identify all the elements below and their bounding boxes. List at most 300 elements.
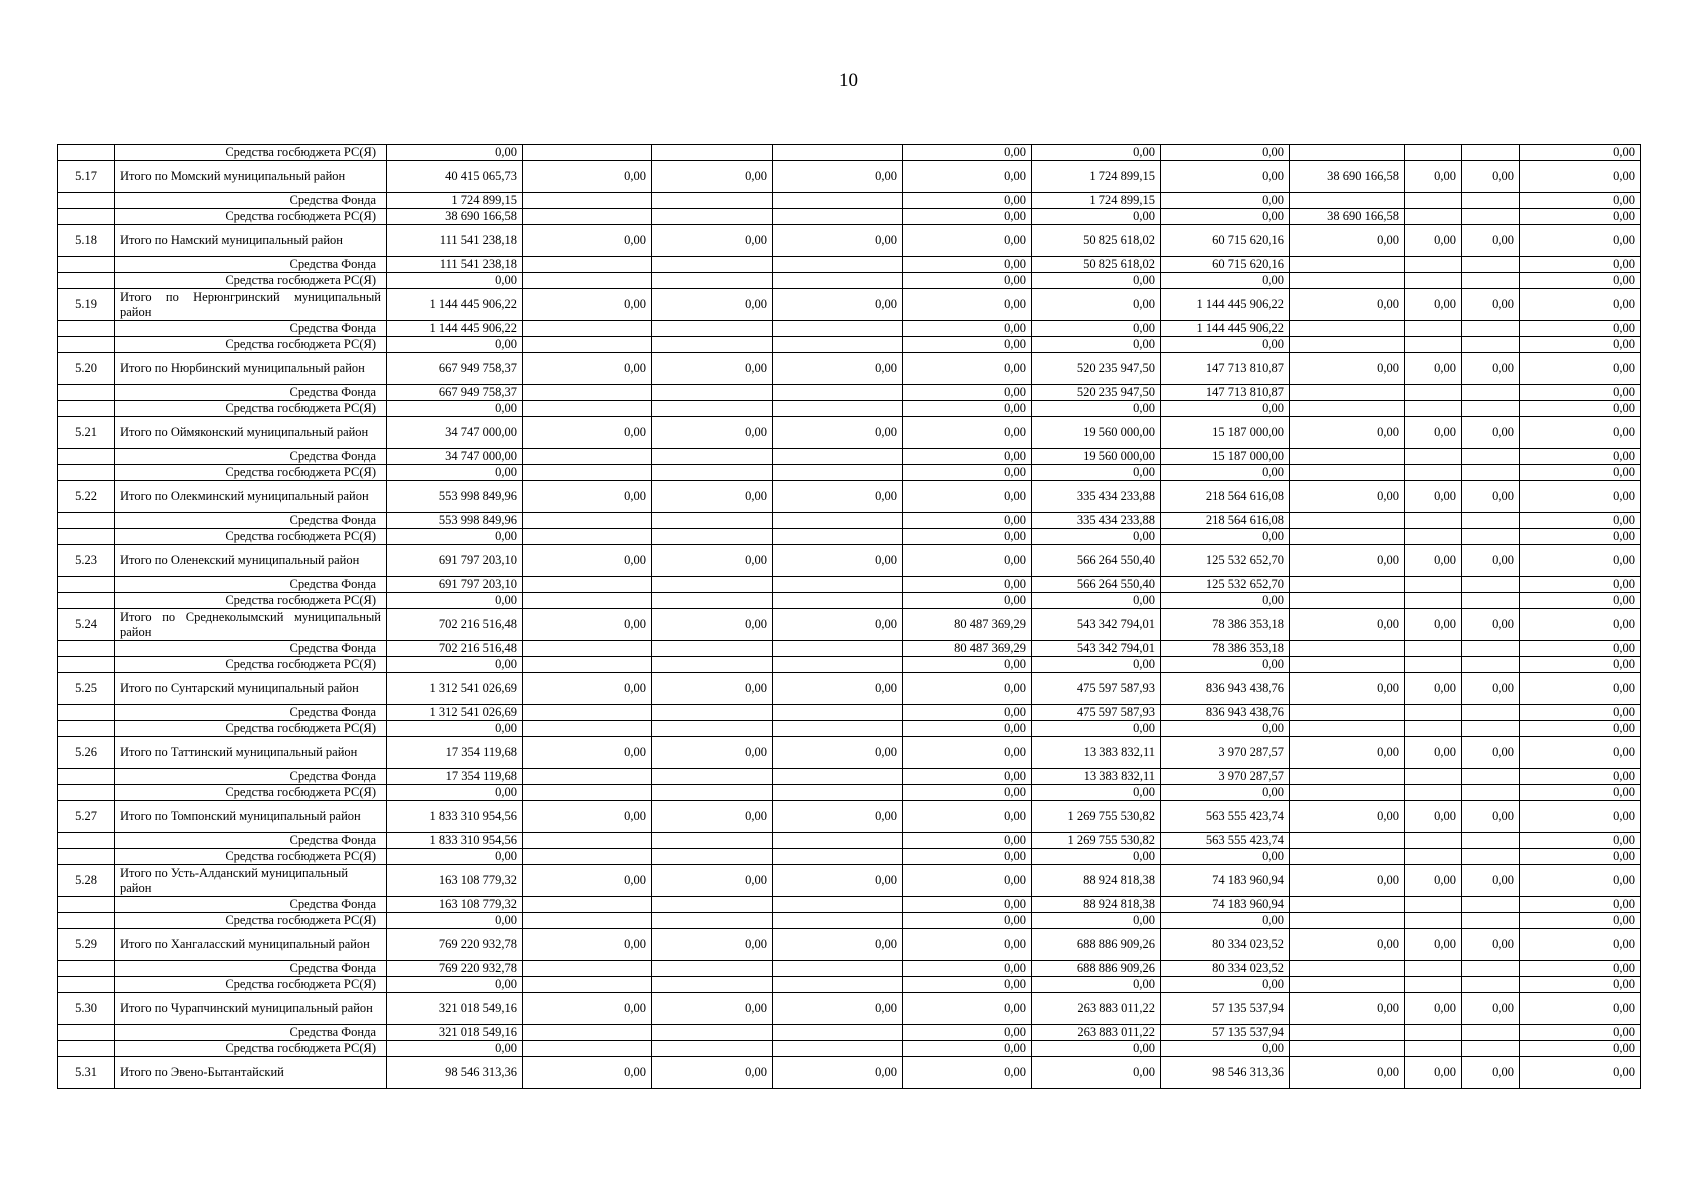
- row-number: [58, 513, 115, 529]
- table-row: [58, 481, 1641, 513]
- value-cell: [523, 1025, 652, 1041]
- value-cell: 0,00: [1032, 289, 1161, 321]
- funding-source-label: Средства госбюджета РС(Я): [115, 785, 387, 801]
- row-number: 5.25: [58, 673, 115, 705]
- value-cell: 0,00: [523, 289, 652, 321]
- table-subrow: [58, 657, 1641, 673]
- value-cell: 769 220 932,78: [387, 961, 523, 977]
- value-cell: 13 383 832,11: [1032, 769, 1161, 785]
- value-cell: 0,00: [387, 337, 523, 353]
- value-cell: 0,00: [1520, 145, 1641, 161]
- table-subrow: [58, 513, 1641, 529]
- value-cell: [1462, 145, 1520, 161]
- value-cell: 0,00: [1520, 225, 1641, 257]
- value-cell: [1290, 385, 1405, 401]
- value-cell: 0,00: [1290, 353, 1405, 385]
- value-cell: [1462, 849, 1520, 865]
- value-cell: 74 183 960,94: [1161, 865, 1290, 897]
- value-cell: [1405, 209, 1462, 225]
- value-cell: 0,00: [903, 913, 1032, 929]
- table-subrow: [58, 721, 1641, 737]
- value-cell: 563 555 423,74: [1161, 801, 1290, 833]
- value-cell: 0,00: [903, 273, 1032, 289]
- value-cell: 0,00: [903, 993, 1032, 1025]
- value-cell: [773, 273, 903, 289]
- value-cell: 475 597 587,93: [1032, 705, 1161, 721]
- value-cell: [1462, 401, 1520, 417]
- value-cell: 0,00: [387, 145, 523, 161]
- value-cell: 40 415 065,73: [387, 161, 523, 193]
- row-number: 5.30: [58, 993, 115, 1025]
- value-cell: 0,00: [903, 1057, 1032, 1089]
- value-cell: [652, 961, 773, 977]
- value-cell: [1405, 641, 1462, 657]
- value-cell: [1290, 577, 1405, 593]
- value-cell: [1405, 785, 1462, 801]
- value-cell: 0,00: [1520, 929, 1641, 961]
- value-cell: 0,00: [1462, 289, 1520, 321]
- value-cell: 0,00: [903, 209, 1032, 225]
- value-cell: 78 386 353,18: [1161, 641, 1290, 657]
- value-cell: [523, 657, 652, 673]
- value-cell: 263 883 011,22: [1032, 1025, 1161, 1041]
- value-cell: 125 532 652,70: [1161, 577, 1290, 593]
- value-cell: [1405, 193, 1462, 209]
- value-cell: 88 924 818,38: [1032, 897, 1161, 913]
- row-number: [58, 321, 115, 337]
- value-cell: 0,00: [387, 657, 523, 673]
- value-cell: [773, 897, 903, 913]
- value-cell: 563 555 423,74: [1161, 833, 1290, 849]
- value-cell: 0,00: [1462, 1057, 1520, 1089]
- value-cell: [1405, 913, 1462, 929]
- value-cell: [1462, 321, 1520, 337]
- funding-source-label: Средства госбюджета РС(Я): [115, 401, 387, 417]
- value-cell: [523, 961, 652, 977]
- value-cell: 19 560 000,00: [1032, 449, 1161, 465]
- value-cell: 80 334 023,52: [1161, 929, 1290, 961]
- value-cell: [523, 785, 652, 801]
- value-cell: 0,00: [1520, 577, 1641, 593]
- value-cell: 0,00: [1290, 225, 1405, 257]
- value-cell: 0,00: [1032, 977, 1161, 993]
- value-cell: [1405, 977, 1462, 993]
- value-cell: [773, 705, 903, 721]
- row-number: 5.20: [58, 353, 115, 385]
- table-row: [58, 609, 1641, 641]
- value-cell: 1 312 541 026,69: [387, 673, 523, 705]
- value-cell: 0,00: [773, 993, 903, 1025]
- table-subrow: [58, 209, 1641, 225]
- value-cell: [1290, 337, 1405, 353]
- table-row: [58, 289, 1641, 321]
- value-cell: [1462, 705, 1520, 721]
- value-cell: [523, 705, 652, 721]
- value-cell: [523, 513, 652, 529]
- row-number: [58, 769, 115, 785]
- value-cell: 0,00: [387, 977, 523, 993]
- value-cell: 0,00: [1520, 593, 1641, 609]
- value-cell: 0,00: [1520, 657, 1641, 673]
- value-cell: 688 886 909,26: [1032, 961, 1161, 977]
- value-cell: [652, 833, 773, 849]
- value-cell: [1462, 257, 1520, 273]
- row-number: [58, 273, 115, 289]
- value-cell: 0,00: [903, 353, 1032, 385]
- value-cell: 0,00: [1290, 929, 1405, 961]
- value-cell: [652, 641, 773, 657]
- value-cell: 0,00: [1520, 849, 1641, 865]
- row-number: [58, 1041, 115, 1057]
- value-cell: 111 541 238,18: [387, 257, 523, 273]
- row-number: [58, 961, 115, 977]
- value-cell: [773, 657, 903, 673]
- value-cell: 1 833 310 954,56: [387, 833, 523, 849]
- value-cell: 0,00: [1032, 321, 1161, 337]
- value-cell: [1405, 385, 1462, 401]
- table-subrow: [58, 385, 1641, 401]
- value-cell: [523, 257, 652, 273]
- value-cell: 1 724 899,15: [1032, 161, 1161, 193]
- value-cell: 50 825 618,02: [1032, 257, 1161, 273]
- district-name: Итого по Нюрбинский муниципальный район: [115, 353, 387, 385]
- value-cell: 0,00: [1032, 657, 1161, 673]
- value-cell: 80 487 369,29: [903, 609, 1032, 641]
- value-cell: [773, 513, 903, 529]
- value-cell: 0,00: [523, 353, 652, 385]
- value-cell: [652, 721, 773, 737]
- value-cell: 0,00: [1462, 737, 1520, 769]
- value-cell: 0,00: [1161, 913, 1290, 929]
- value-cell: 0,00: [1161, 337, 1290, 353]
- value-cell: 0,00: [1520, 513, 1641, 529]
- table-subrow: [58, 577, 1641, 593]
- funding-source-label: Средства госбюджета РС(Я): [115, 529, 387, 545]
- row-number: 5.24: [58, 609, 115, 641]
- funding-source-label: Средства Фонда: [115, 705, 387, 721]
- value-cell: 0,00: [523, 673, 652, 705]
- value-cell: 0,00: [903, 657, 1032, 673]
- table-subrow: [58, 641, 1641, 657]
- value-cell: [652, 401, 773, 417]
- value-cell: [773, 913, 903, 929]
- value-cell: 321 018 549,16: [387, 1025, 523, 1041]
- value-cell: 0,00: [1520, 193, 1641, 209]
- value-cell: 0,00: [523, 993, 652, 1025]
- value-cell: 0,00: [523, 161, 652, 193]
- value-cell: 0,00: [1462, 481, 1520, 513]
- value-cell: [1405, 961, 1462, 977]
- value-cell: 0,00: [1032, 785, 1161, 801]
- value-cell: 566 264 550,40: [1032, 545, 1161, 577]
- row-number: [58, 705, 115, 721]
- table-subrow: [58, 961, 1641, 977]
- value-cell: 0,00: [1520, 961, 1641, 977]
- table-row: [58, 993, 1641, 1025]
- value-cell: [1462, 897, 1520, 913]
- table-subrow: [58, 1041, 1641, 1057]
- value-cell: 0,00: [1032, 593, 1161, 609]
- funding-source-label: Средства госбюджета РС(Я): [115, 337, 387, 353]
- value-cell: [1462, 1041, 1520, 1057]
- value-cell: 0,00: [903, 289, 1032, 321]
- value-cell: [652, 1041, 773, 1057]
- value-cell: 0,00: [1032, 721, 1161, 737]
- district-name: Итого по Таттинский муниципальный район: [115, 737, 387, 769]
- value-cell: 0,00: [1520, 897, 1641, 913]
- value-cell: [523, 641, 652, 657]
- table-subrow: [58, 833, 1641, 849]
- value-cell: 1 269 755 530,82: [1032, 833, 1161, 849]
- value-cell: 34 747 000,00: [387, 417, 523, 449]
- value-cell: [652, 913, 773, 929]
- value-cell: 0,00: [523, 609, 652, 641]
- value-cell: 0,00: [1405, 289, 1462, 321]
- value-cell: 88 924 818,38: [1032, 865, 1161, 897]
- value-cell: [652, 529, 773, 545]
- table-row: [58, 225, 1641, 257]
- value-cell: [1462, 769, 1520, 785]
- funding-source-label: Средства госбюджета РС(Я): [115, 977, 387, 993]
- value-cell: 0,00: [523, 225, 652, 257]
- funding-source-label: Средства Фонда: [115, 1025, 387, 1041]
- value-cell: [1405, 577, 1462, 593]
- row-number: [58, 465, 115, 481]
- value-cell: 0,00: [1462, 929, 1520, 961]
- row-number: 5.29: [58, 929, 115, 961]
- value-cell: [652, 193, 773, 209]
- value-cell: 0,00: [903, 897, 1032, 913]
- value-cell: [773, 449, 903, 465]
- value-cell: 321 018 549,16: [387, 993, 523, 1025]
- value-cell: 0,00: [1032, 849, 1161, 865]
- value-cell: 0,00: [903, 145, 1032, 161]
- value-cell: 0,00: [903, 801, 1032, 833]
- value-cell: 0,00: [1520, 257, 1641, 273]
- value-cell: [1290, 1041, 1405, 1057]
- table-subrow: [58, 897, 1641, 913]
- district-name: Итого по Нерюнгринский муниципальный район: [115, 289, 387, 321]
- value-cell: [773, 769, 903, 785]
- value-cell: [523, 273, 652, 289]
- value-cell: 0,00: [1520, 865, 1641, 897]
- value-cell: [773, 641, 903, 657]
- value-cell: [652, 257, 773, 273]
- funding-source-label: Средства Фонда: [115, 769, 387, 785]
- table-subrow: [58, 257, 1641, 273]
- value-cell: [1405, 321, 1462, 337]
- value-cell: 98 546 313,36: [387, 1057, 523, 1089]
- value-cell: 0,00: [1520, 353, 1641, 385]
- value-cell: 0,00: [1032, 1041, 1161, 1057]
- value-cell: 0,00: [1520, 321, 1641, 337]
- value-cell: 0,00: [903, 225, 1032, 257]
- value-cell: 0,00: [1520, 769, 1641, 785]
- value-cell: [1290, 641, 1405, 657]
- value-cell: 218 564 616,08: [1161, 513, 1290, 529]
- value-cell: 0,00: [773, 865, 903, 897]
- value-cell: 0,00: [1405, 1057, 1462, 1089]
- row-number: 5.31: [58, 1057, 115, 1089]
- value-cell: 0,00: [652, 673, 773, 705]
- value-cell: 0,00: [1161, 1041, 1290, 1057]
- value-cell: [523, 913, 652, 929]
- value-cell: [652, 273, 773, 289]
- value-cell: 0,00: [523, 545, 652, 577]
- value-cell: [1290, 401, 1405, 417]
- value-cell: 3 970 287,57: [1161, 769, 1290, 785]
- value-cell: 0,00: [387, 785, 523, 801]
- value-cell: [652, 209, 773, 225]
- value-cell: 0,00: [1520, 289, 1641, 321]
- value-cell: 0,00: [1520, 833, 1641, 849]
- value-cell: [1290, 1025, 1405, 1041]
- value-cell: 0,00: [903, 833, 1032, 849]
- value-cell: 335 434 233,88: [1032, 481, 1161, 513]
- value-cell: 691 797 203,10: [387, 545, 523, 577]
- value-cell: 1 833 310 954,56: [387, 801, 523, 833]
- value-cell: [1462, 593, 1520, 609]
- value-cell: 0,00: [1405, 673, 1462, 705]
- value-cell: 0,00: [652, 801, 773, 833]
- value-cell: 0,00: [1462, 673, 1520, 705]
- value-cell: 125 532 652,70: [1161, 545, 1290, 577]
- value-cell: [523, 977, 652, 993]
- value-cell: 0,00: [1520, 801, 1641, 833]
- value-cell: [1290, 273, 1405, 289]
- funding-source-label: Средства Фонда: [115, 385, 387, 401]
- value-cell: 17 354 119,68: [387, 769, 523, 785]
- value-cell: 0,00: [773, 289, 903, 321]
- funding-source-label: Средства госбюджета РС(Я): [115, 273, 387, 289]
- district-name: Итого по Томпонский муниципальный район: [115, 801, 387, 833]
- table-row: [58, 929, 1641, 961]
- value-cell: 0,00: [773, 673, 903, 705]
- value-cell: [773, 833, 903, 849]
- table-subrow: [58, 529, 1641, 545]
- value-cell: [1290, 977, 1405, 993]
- table-row: [58, 673, 1641, 705]
- table-subrow: [58, 401, 1641, 417]
- row-number: 5.22: [58, 481, 115, 513]
- value-cell: 0,00: [903, 705, 1032, 721]
- value-cell: [1290, 657, 1405, 673]
- value-cell: [1405, 657, 1462, 673]
- funding-source-label: Средства госбюджета РС(Я): [115, 849, 387, 865]
- value-cell: 0,00: [903, 961, 1032, 977]
- value-cell: 0,00: [1520, 161, 1641, 193]
- value-cell: [1462, 273, 1520, 289]
- value-cell: 0,00: [1161, 465, 1290, 481]
- value-cell: 0,00: [773, 545, 903, 577]
- value-cell: 0,00: [1161, 529, 1290, 545]
- row-number: 5.18: [58, 225, 115, 257]
- value-cell: [523, 577, 652, 593]
- district-name: Итого по Чурапчинский муниципальный район: [115, 993, 387, 1025]
- funding-source-label: Средства Фонда: [115, 449, 387, 465]
- value-cell: 0,00: [1290, 801, 1405, 833]
- value-cell: 0,00: [1462, 353, 1520, 385]
- value-cell: 263 883 011,22: [1032, 993, 1161, 1025]
- value-cell: 0,00: [1520, 785, 1641, 801]
- value-cell: 0,00: [1520, 609, 1641, 641]
- value-cell: 667 949 758,37: [387, 353, 523, 385]
- value-cell: 0,00: [903, 385, 1032, 401]
- value-cell: [652, 977, 773, 993]
- value-cell: 34 747 000,00: [387, 449, 523, 465]
- row-number: [58, 657, 115, 673]
- value-cell: 0,00: [1290, 993, 1405, 1025]
- value-cell: [652, 705, 773, 721]
- value-cell: 0,00: [1032, 465, 1161, 481]
- value-cell: 0,00: [1161, 849, 1290, 865]
- value-cell: [1405, 449, 1462, 465]
- value-cell: [1405, 833, 1462, 849]
- value-cell: 0,00: [1520, 401, 1641, 417]
- value-cell: 0,00: [652, 1057, 773, 1089]
- value-cell: 0,00: [1405, 609, 1462, 641]
- value-cell: [1462, 577, 1520, 593]
- value-cell: [523, 385, 652, 401]
- value-cell: 0,00: [387, 1041, 523, 1057]
- value-cell: 0,00: [652, 481, 773, 513]
- value-cell: 0,00: [1161, 721, 1290, 737]
- row-number: [58, 721, 115, 737]
- budget-table: [57, 144, 1641, 1089]
- table-subrow: [58, 1025, 1641, 1041]
- value-cell: [1290, 145, 1405, 161]
- value-cell: 0,00: [773, 481, 903, 513]
- table-subrow: [58, 449, 1641, 465]
- value-cell: 38 690 166,58: [1290, 209, 1405, 225]
- value-cell: 0,00: [1405, 737, 1462, 769]
- value-cell: 0,00: [1462, 801, 1520, 833]
- value-cell: [1405, 513, 1462, 529]
- value-cell: 0,00: [1161, 657, 1290, 673]
- table-subrow: [58, 913, 1641, 929]
- row-number: 5.19: [58, 289, 115, 321]
- value-cell: 0,00: [903, 577, 1032, 593]
- value-cell: 0,00: [523, 929, 652, 961]
- value-cell: 0,00: [1290, 609, 1405, 641]
- value-cell: 0,00: [903, 401, 1032, 417]
- value-cell: 1 144 445 906,22: [387, 321, 523, 337]
- value-cell: [1405, 145, 1462, 161]
- value-cell: 0,00: [1161, 145, 1290, 161]
- district-name: Итого по Эвено-Бытантайский: [115, 1057, 387, 1089]
- value-cell: [773, 1041, 903, 1057]
- value-cell: [523, 897, 652, 913]
- value-cell: 543 342 794,01: [1032, 641, 1161, 657]
- value-cell: [1462, 193, 1520, 209]
- row-number: 5.23: [58, 545, 115, 577]
- value-cell: [1290, 705, 1405, 721]
- value-cell: 1 144 445 906,22: [1161, 289, 1290, 321]
- value-cell: [1462, 913, 1520, 929]
- value-cell: 0,00: [773, 609, 903, 641]
- value-cell: 0,00: [1520, 993, 1641, 1025]
- value-cell: [773, 145, 903, 161]
- value-cell: [1290, 465, 1405, 481]
- value-cell: [652, 321, 773, 337]
- row-number: [58, 337, 115, 353]
- value-cell: 688 886 909,26: [1032, 929, 1161, 961]
- value-cell: 0,00: [1462, 609, 1520, 641]
- value-cell: [1405, 593, 1462, 609]
- value-cell: 0,00: [652, 161, 773, 193]
- table-row: [58, 865, 1641, 897]
- value-cell: 0,00: [387, 273, 523, 289]
